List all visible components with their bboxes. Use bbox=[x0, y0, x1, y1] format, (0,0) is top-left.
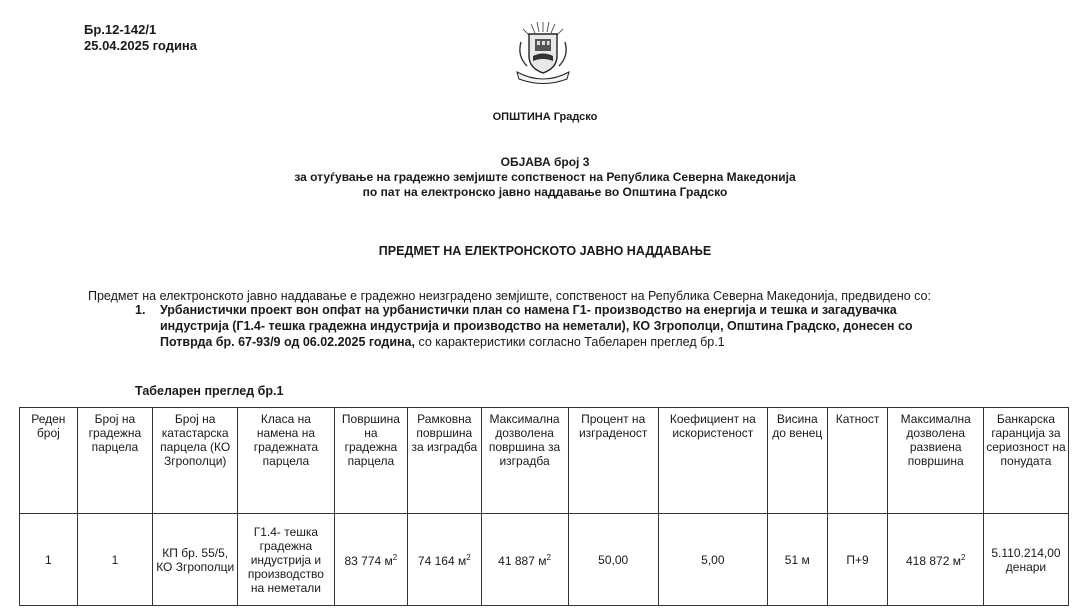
cell-bank-guarantee: 5.110.214,00 денари bbox=[983, 514, 1068, 606]
header-build-percent: Процент на изграденост bbox=[568, 408, 658, 514]
header-cadastral-parcel: Број на катастарска парцела (КО Згрополци) bbox=[153, 408, 238, 514]
document-number: Бр.12-142/1 bbox=[84, 22, 157, 37]
cell-height: 51 м bbox=[767, 514, 827, 606]
table-header-row bbox=[20, 408, 1069, 514]
header-parcel-number: Број на градежна парцела bbox=[77, 408, 153, 514]
header-max-developed-area: Максимална дозволена развиена површина bbox=[888, 408, 983, 514]
cell-order-number: 1 bbox=[20, 514, 78, 606]
cell-build-percent: 50,00 bbox=[568, 514, 658, 606]
list-item-number: 1. bbox=[135, 303, 146, 317]
header-order-number: Реден број bbox=[20, 408, 78, 514]
notice-line-2: по пат на електронско јавно наддавање во Општина Градско bbox=[362, 185, 728, 199]
area-unit-superscript: 2 bbox=[392, 553, 398, 562]
municipality-name: ОПШТИНА Градско bbox=[492, 111, 598, 123]
notice-line-1: за отуѓување на градежно земјиште сопственост на Република Северна Македонија bbox=[294, 170, 796, 184]
cell-coefficient: 5,00 bbox=[658, 514, 767, 606]
document-reference bbox=[84, 22, 197, 54]
list-item-bold-text: Урбанистички проект вон опфат на урбанистички план со намена Г1- производство на енергија и тешка и загадувачка индустрија (Г1.4- тешка градежна индустрија и производство на неметали), КО Згрополци, Општина Градско, донесен со Потврда бр. 67-93/9 од 06.02.2025 година, bbox=[160, 303, 913, 349]
frame-area-value: 74 164 м bbox=[417, 554, 467, 568]
parcel-area-value: 83 774 м bbox=[344, 554, 393, 568]
list-item-normal-text: со карактеристики согласно Табеларен преглед бр.1 bbox=[415, 335, 725, 349]
max-developed-area-value: 418 872 м bbox=[906, 554, 961, 568]
notice-title: ОБЈАВА број 3 bbox=[500, 155, 590, 169]
header-floors: Катност bbox=[827, 408, 888, 514]
list-item bbox=[135, 302, 960, 350]
cell-parcel-number: 1 bbox=[77, 514, 153, 606]
table-row bbox=[20, 514, 1069, 606]
header-height: Висина до венец bbox=[767, 408, 827, 514]
list-item-text bbox=[160, 302, 960, 350]
coat-of-arms-icon bbox=[513, 20, 573, 86]
document-date: 25.04.2025 година bbox=[84, 38, 198, 53]
area-unit-superscript: 2 bbox=[546, 553, 551, 562]
header-use-class: Класа на намена на градежната парцела bbox=[238, 408, 335, 514]
table-caption: Табеларен преглед бр.1 bbox=[135, 384, 284, 398]
cell-floors: П+9 bbox=[827, 514, 888, 606]
intro-paragraph: Предмет на електронското јавно наддавање е градежно неизградено земјиште, сопственост на Република Северна Македонија, предвидено со: bbox=[88, 289, 931, 303]
cell-frame-area bbox=[408, 514, 481, 606]
cell-cadastral-parcel: КП бр. 55/5, КО Згрополци bbox=[153, 514, 238, 606]
subject-heading: ПРЕДМЕТ НА ЕЛЕКТРОНСКОТО ЈАВНО НАДДАВАЊЕ bbox=[378, 244, 712, 258]
cell-max-build-area bbox=[481, 514, 568, 606]
header-parcel-area: Површина на градежна парцела bbox=[334, 408, 407, 514]
area-unit-superscript: 2 bbox=[960, 553, 966, 562]
cell-parcel-area bbox=[334, 514, 407, 606]
header-frame-area: Рамковна површина за изградба bbox=[408, 408, 481, 514]
cell-use-class: Г1.4- тешка градежна индустрија и производство на неметали bbox=[238, 514, 335, 606]
notice-title-block bbox=[0, 155, 1090, 200]
header-bank-guarantee: Банкарска гаранција за сериозност на понудата bbox=[983, 408, 1068, 514]
header-coefficient: Коефициент на искористеност bbox=[658, 408, 767, 514]
parcel-table bbox=[19, 407, 1069, 606]
area-unit-superscript: 2 bbox=[466, 553, 471, 562]
max-build-area-value: 41 887 м bbox=[498, 554, 547, 568]
header-max-build-area: Максимална дозволена површина за изградба bbox=[481, 408, 568, 514]
cell-max-developed-area bbox=[888, 514, 983, 606]
